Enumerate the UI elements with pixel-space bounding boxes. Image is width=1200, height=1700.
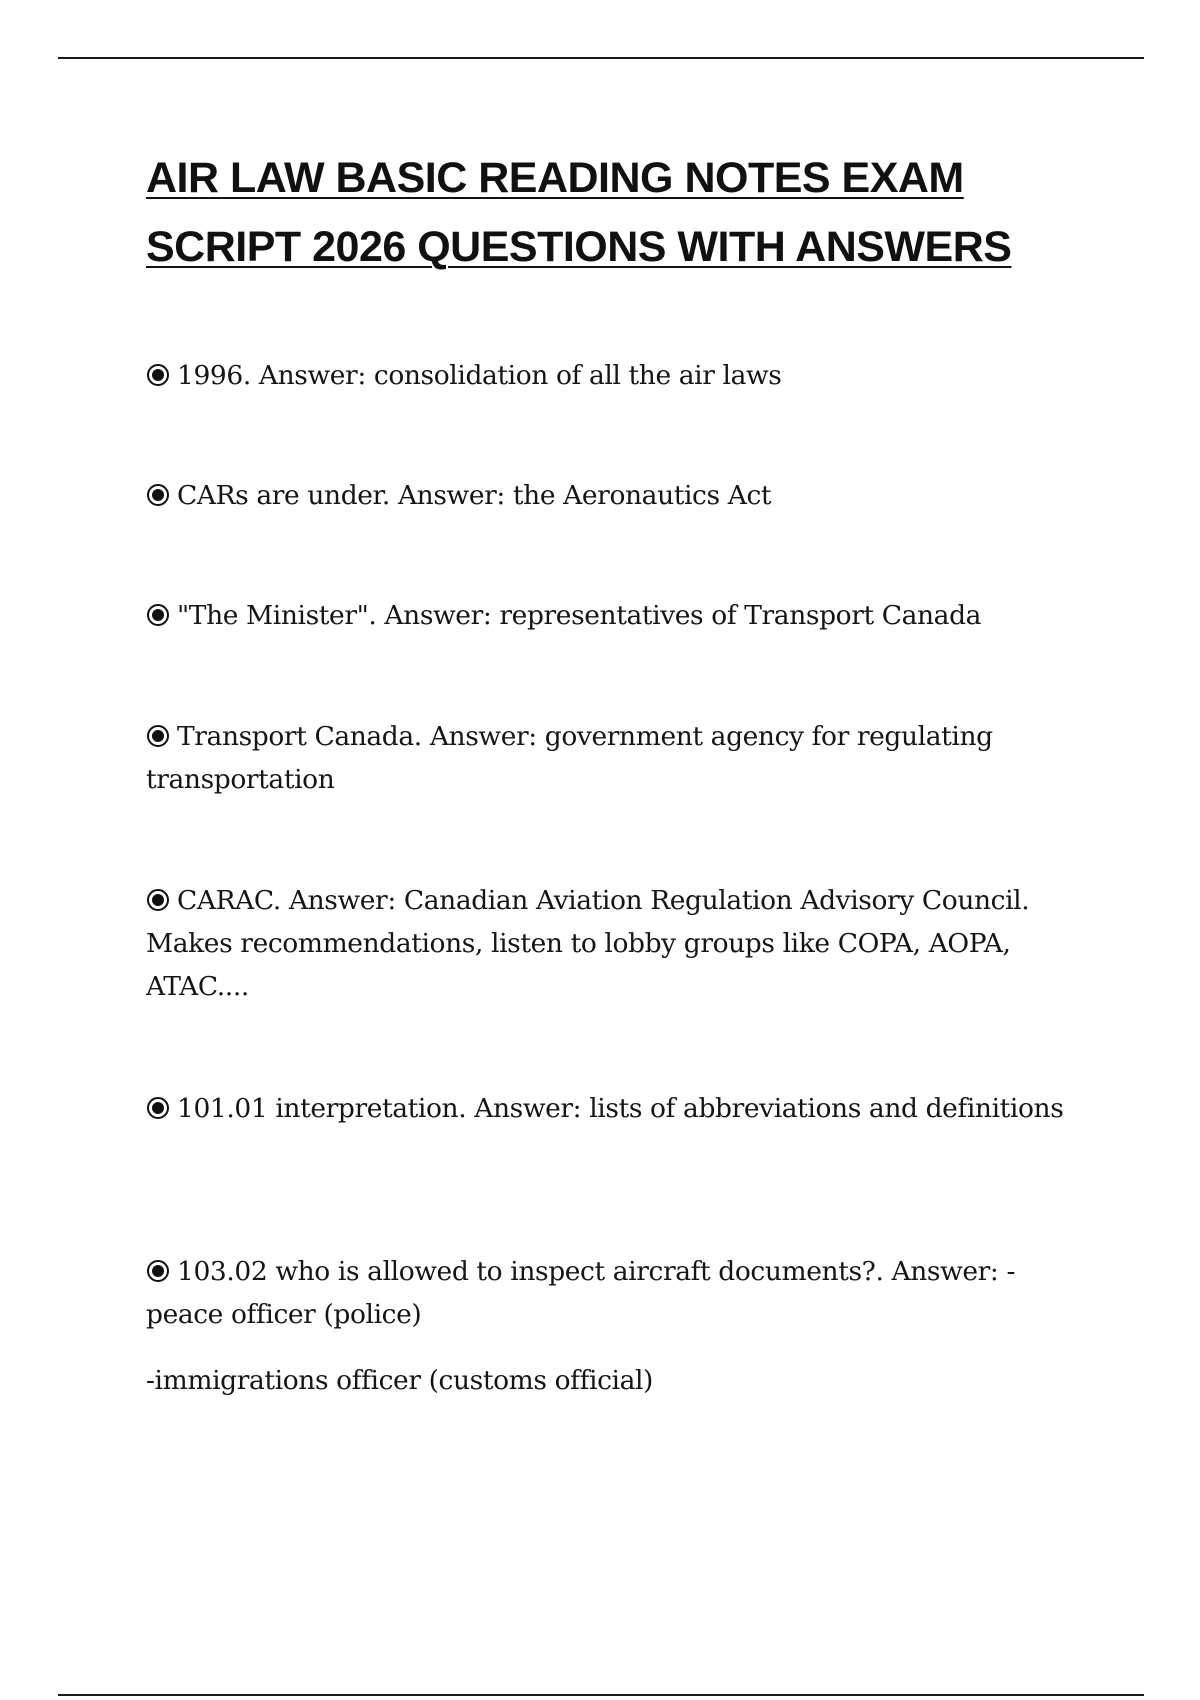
fisheye-bullet-icon — [146, 363, 170, 387]
qa-item-text: 1996. Answer: consolidation of all the air laws — [177, 360, 782, 391]
qa-item — [146, 1087, 1076, 1130]
fisheye-bullet-icon — [146, 603, 170, 627]
bottom-rule — [58, 1694, 1144, 1696]
qa-item — [146, 715, 1076, 801]
qa-item — [146, 474, 1076, 517]
qa-item — [146, 594, 1076, 637]
qa-item — [146, 879, 1076, 1008]
qa-item-text: "The Minister". Answer: representatives of Transport Canada — [177, 600, 982, 631]
qa-item-text: 101.01 interpretation. Answer: lists of abbreviations and definitions — [177, 1093, 1064, 1124]
document-title — [146, 144, 1106, 282]
qa-item-text: CARAC. Answer: Canadian Aviation Regulation Advisory Council. Makes recommendations, listen to lobby groups like COPA, AOPA, ATAC.... — [146, 885, 1030, 1002]
fisheye-bullet-icon — [146, 483, 170, 507]
qa-item-text: Transport Canada. Answer: government agency for regulating transportation — [146, 721, 993, 795]
fisheye-bullet-icon — [146, 888, 170, 912]
qa-item-text: CARs are under. Answer: the Aeronautics Act — [177, 480, 772, 511]
top-rule — [58, 57, 1144, 59]
fisheye-bullet-icon — [146, 724, 170, 748]
qa-item — [146, 1250, 1076, 1336]
qa-item — [146, 354, 1076, 397]
document-title-text: AIR LAW BASIC READING NOTES EXAM SCRIPT 2026 QUESTIONS WITH ANSWERS — [146, 154, 1012, 271]
qa-item-text: 103.02 who is allowed to inspect aircraft documents?. Answer: -peace officer (police) — [146, 1256, 1016, 1330]
fisheye-bullet-icon — [146, 1096, 170, 1120]
fisheye-bullet-icon — [146, 1259, 170, 1283]
qa-continuation-line: -immigrations officer (customs official) — [146, 1365, 653, 1396]
